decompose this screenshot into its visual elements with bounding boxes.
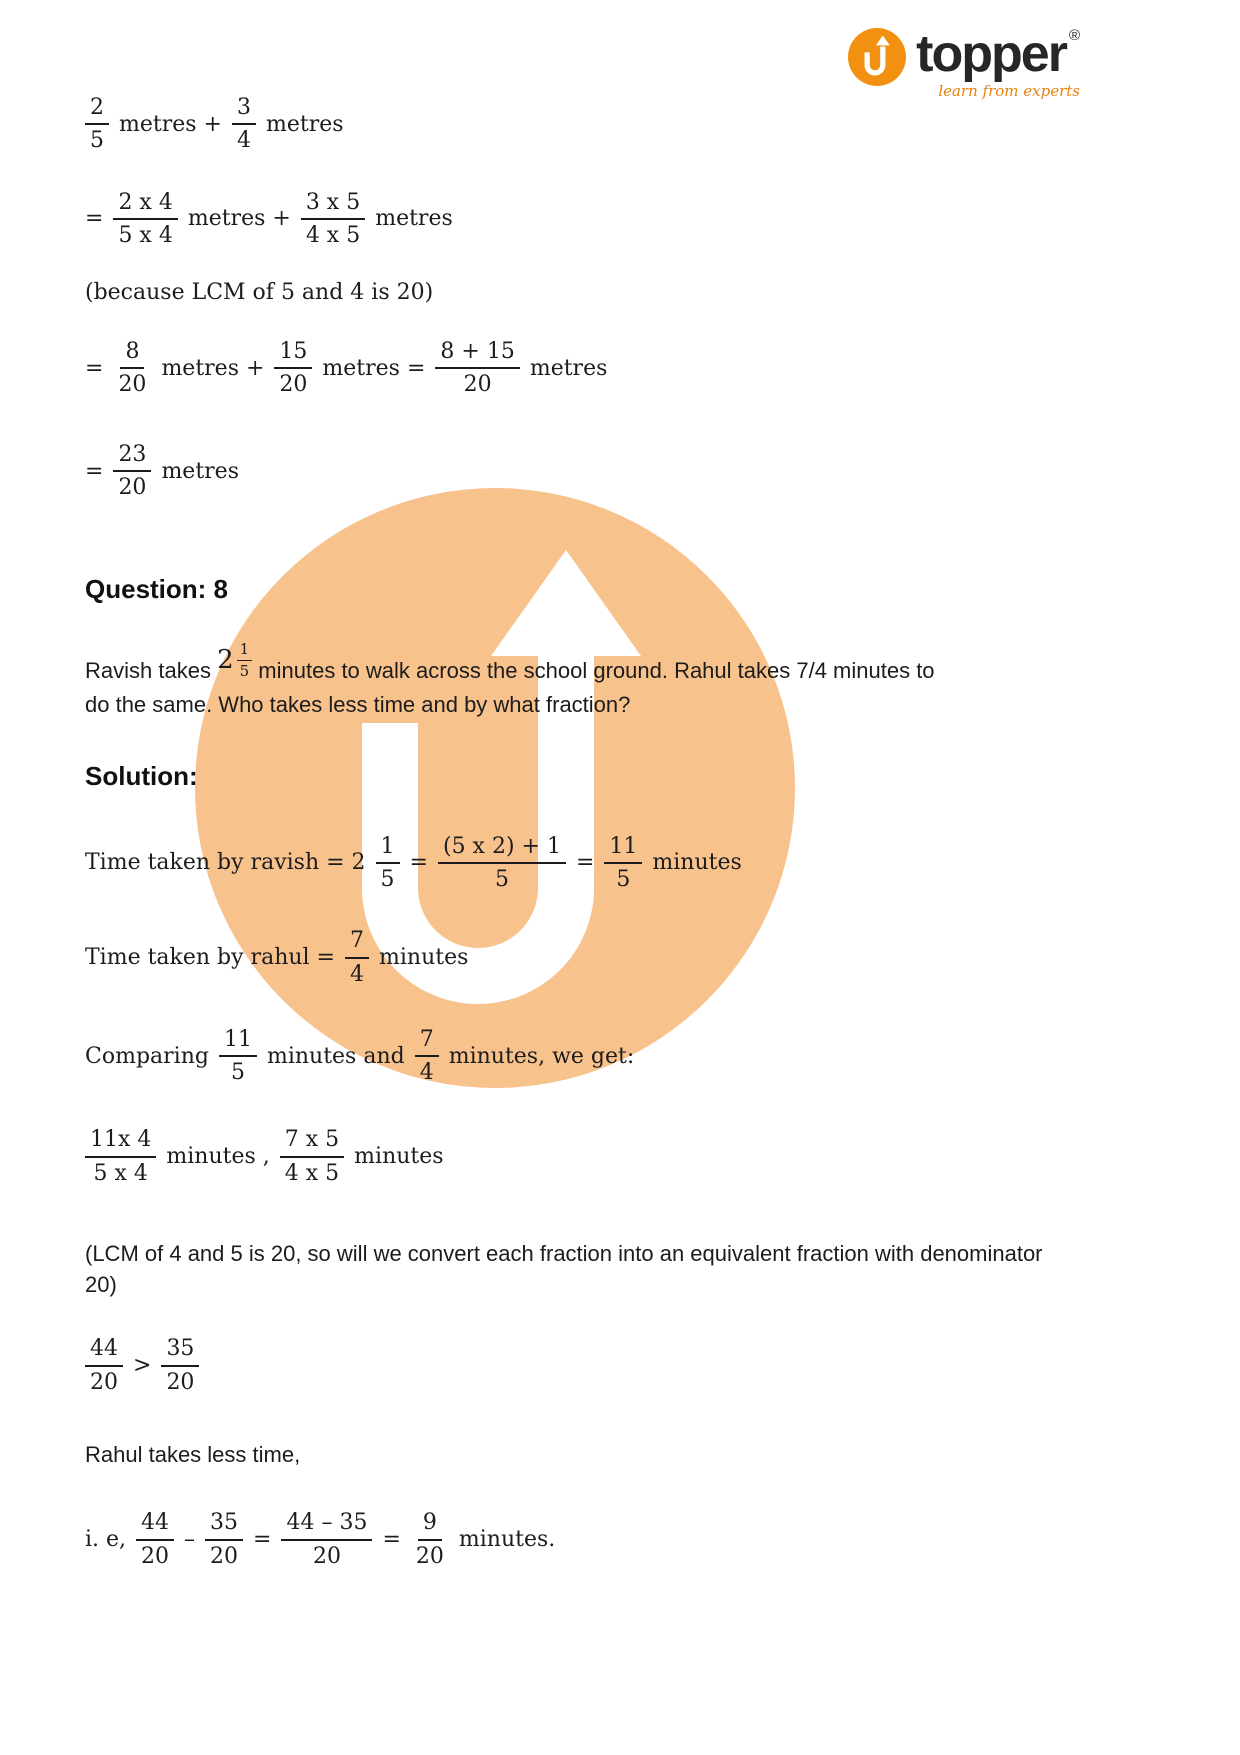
fraction-numerator: 2 x 4 [113, 190, 177, 220]
fraction-denominator: 20 [279, 372, 308, 398]
math-text: minutes [379, 945, 469, 970]
fraction-numerator: (5 x 2) + 1 [438, 834, 566, 864]
math-text: Time taken by rahul = [85, 945, 335, 970]
math-text: metres = [322, 355, 426, 381]
math-line-3 [85, 339, 1155, 398]
fraction-numerator: 8 + 15 [435, 339, 519, 369]
math-text: metres [265, 111, 344, 137]
fraction-numerator: 7 [415, 1027, 439, 1057]
fraction-denominator: 5 x 4 [93, 1160, 148, 1186]
fraction-numerator: 11x 4 [85, 1127, 156, 1157]
fraction-denominator: 20 [312, 1543, 341, 1569]
fraction-numerator: 3 [232, 95, 256, 125]
note-lcm-4-5: (LCM of 4 and 5 is 20, so will we convert each fraction into an equivalent fraction with denominator 20) [85, 1240, 1043, 1298]
math-text: metres + [119, 111, 222, 137]
math-text: metres [529, 355, 608, 381]
math-text: i. e, [85, 1527, 127, 1553]
math-text: minutes. [458, 1527, 556, 1553]
equals-sign: = [575, 850, 595, 876]
fraction-numerator: 11 [219, 1027, 257, 1057]
math-line-compare-result [85, 1336, 1155, 1395]
fraction-numerator: 7 x 5 [280, 1127, 344, 1157]
fraction [205, 1510, 243, 1569]
logo-text-column [916, 25, 1080, 100]
math-line-rahul [85, 928, 1155, 987]
fraction-numerator: 8 [120, 339, 144, 369]
equals-sign: = [253, 1527, 272, 1553]
fraction [376, 834, 400, 893]
fraction-denominator: 5 [616, 866, 631, 892]
logo-tagline: learn from experts [938, 82, 1080, 100]
greater-than-sign: > [133, 1353, 152, 1379]
fraction-denominator: 5 [494, 866, 509, 892]
fraction-denominator: 20 [463, 372, 492, 398]
utopper-logo [848, 25, 1080, 100]
fraction [274, 339, 312, 398]
fraction-denominator: 20 [166, 1369, 195, 1395]
fraction-denominator: 20 [118, 475, 147, 501]
solution-heading: Solution: [85, 760, 198, 791]
question-intro: Ravish takes [85, 658, 211, 684]
fraction-numerator: 1 [237, 641, 253, 661]
fraction-denominator: 5 x 4 [118, 222, 173, 248]
fraction [85, 95, 109, 154]
fraction-denominator: 20 [141, 1543, 170, 1569]
math-text: Time taken by ravish = 2 [85, 850, 366, 876]
fraction-numerator: 1 [376, 834, 400, 864]
fraction [161, 1336, 199, 1395]
fraction-numerator: 9 [418, 1510, 442, 1540]
math-line-equivalent [85, 1127, 1155, 1186]
math-line-4 [85, 442, 1155, 501]
fraction [113, 442, 151, 501]
fraction-numerator: 44 [136, 1510, 174, 1540]
math-text: metres [375, 206, 453, 232]
fraction-denominator: 20 [415, 1543, 444, 1569]
fraction-numerator: 44 [85, 1336, 123, 1366]
fraction-numerator: 7 [345, 928, 369, 958]
mixed-whole: 2 [217, 645, 234, 676]
fraction-denominator: 20 [210, 1543, 239, 1569]
math-text: metres [161, 458, 239, 484]
fraction [232, 95, 256, 154]
fraction-numerator: 3 x 5 [301, 190, 365, 220]
fraction [438, 834, 566, 893]
fraction-denominator: 5 [90, 128, 104, 154]
fraction [301, 190, 365, 249]
fraction [280, 1127, 344, 1186]
equals-sign: = [382, 1527, 401, 1553]
math-line-1 [85, 95, 1155, 154]
fraction-denominator: 4 [350, 961, 364, 987]
mixed-number [217, 641, 252, 679]
math-text: minutes [354, 1144, 444, 1170]
math-line-ravish [85, 834, 1155, 893]
math-line-comparing [85, 1027, 1155, 1086]
fraction [415, 1027, 439, 1086]
math-text: metres + [161, 355, 265, 381]
fraction [85, 1336, 123, 1395]
fraction-numerator: 23 [113, 442, 151, 472]
fraction-denominator: 5 [380, 866, 395, 892]
fraction-numerator: 44 – 35 [281, 1510, 372, 1540]
math-text: metres + [187, 206, 291, 232]
fraction-numerator: 35 [161, 1336, 199, 1366]
fraction [411, 1510, 449, 1569]
fraction-numerator: 2 [85, 95, 109, 125]
fraction [113, 339, 151, 398]
fraction [345, 928, 369, 987]
equals-sign: = [85, 458, 104, 484]
fraction-denominator: 5 [239, 661, 250, 680]
fraction [219, 1027, 257, 1086]
fraction [435, 339, 519, 398]
fraction-numerator: 15 [274, 339, 312, 369]
fraction-denominator: 20 [118, 372, 147, 398]
math-text: minutes and [266, 1043, 405, 1069]
fraction [281, 1510, 372, 1569]
question-heading: Question: 8 [85, 574, 229, 605]
math-text: minutes [652, 850, 742, 876]
conclusion-text: Rahul takes less time, [85, 1442, 301, 1468]
math-text: Comparing [85, 1043, 209, 1069]
fraction-denominator: 4 x 5 [305, 222, 361, 248]
fraction [136, 1510, 174, 1569]
fraction [85, 1127, 156, 1186]
logo-brand-row [916, 25, 1080, 83]
question-text [85, 640, 965, 720]
math-line-2 [85, 190, 1155, 249]
registered-mark: ® [1068, 27, 1080, 44]
fraction [604, 834, 642, 893]
note-lcm-5-4: (because LCM of 5 and 4 is 20) [85, 280, 434, 306]
fraction-numerator: 35 [205, 1510, 243, 1540]
math-text: minutes , [166, 1144, 270, 1170]
math-text: minutes, we get: [448, 1043, 635, 1069]
fraction-denominator: 20 [90, 1369, 118, 1395]
fraction [113, 190, 177, 249]
utopper-u-arrow-icon [848, 28, 906, 86]
equals-sign: = [85, 355, 104, 381]
fraction-denominator: 4 [419, 1060, 434, 1086]
logo-brand-text: topper [916, 25, 1066, 83]
equals-sign: = [85, 206, 104, 232]
fraction-denominator: 4 [236, 128, 251, 154]
question-rest: minutes to walk across the school ground. Rahul takes 7/4 minutes to do the same. Who takes less time and by what fraction? [85, 658, 935, 718]
fraction-denominator: 5 [230, 1060, 245, 1086]
fraction [237, 641, 253, 679]
equals-sign: = [409, 850, 428, 876]
math-line-final [85, 1510, 1155, 1569]
minus-sign: – [184, 1527, 196, 1553]
fraction-denominator: 4 x 5 [284, 1160, 340, 1186]
fraction-numerator: 11 [604, 834, 642, 864]
